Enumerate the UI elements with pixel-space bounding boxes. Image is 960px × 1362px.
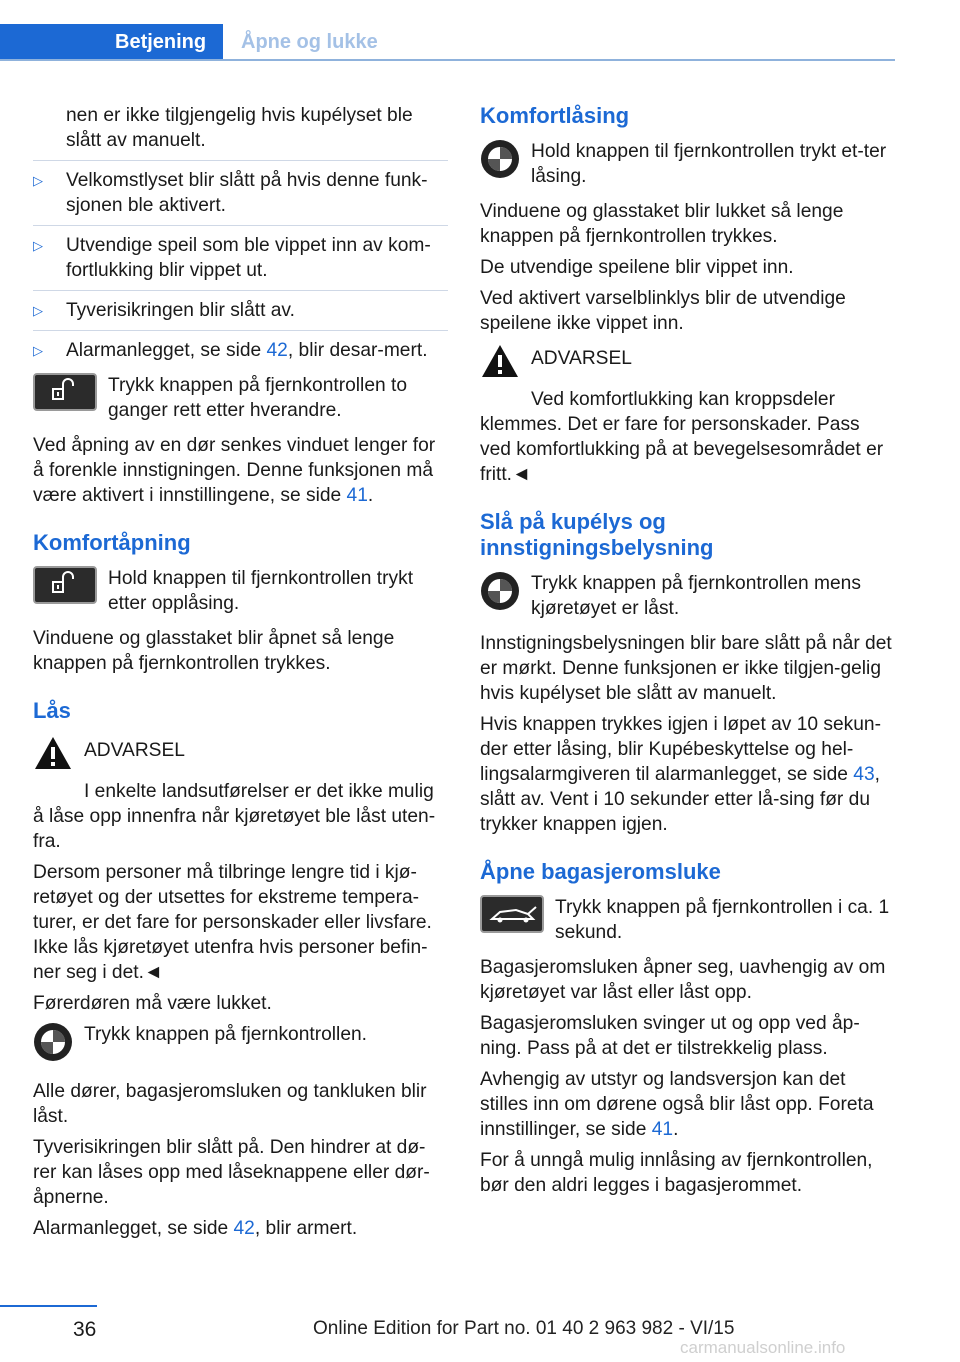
- triangle-bullet-icon: ▷: [33, 343, 43, 358]
- bmw-logo-icon: [480, 571, 520, 618]
- page-number: 36: [73, 1318, 97, 1341]
- unlock-key-icon: [33, 566, 97, 611]
- lock-key-row: Trykk knappen på fjernkontrollen.: [33, 1022, 448, 1069]
- heading-kupelys: Slå på kupélys og innstigningsbelysning: [480, 509, 714, 560]
- door-paragraph: Ved åpning av en dør senkes vinduet lenger for å forenkle innstigningen. Denne funksjonen må være aktivert i innstillingene, se side 41.: [33, 435, 436, 506]
- page-link-42[interactable]: 42: [233, 1218, 255, 1239]
- footer-rule: [0, 1305, 97, 1307]
- left-column: nen er ikke tilgjengelig hvis kupélyset ble slått av manuelt. ▷ Velkomstlyset blir slått på hvis denne funk-sjonen ble aktivert. ▷ Utvendige speil som ble vippet inn av kom-fortlukking blir vippet ut. ▷ Tyverisikringen blir slått av. ▷ Alarmanlegget, se side 42, blir desar-mert. Trykk knappen på fjernkontrollen to ganger rett etter hverandre. Ved åpning av en dør senkes vinduet lenger for å forenkle innstigningen. Denne funksjonen må være aktivert i innstillingene, se side 41. Komfortåpning Hold knappen til fjernkontrollen trykt etter opplåsing. Vinduene og glasstaket blir åpnet så lenge knappen på fjernkontrollen trykkes. Lås ADVARSEL I enkelte landsutførelser er det ikke mulig å låse opp innenfra når kjøretøyet ble låst uten-fra. Dersom personer må tilbringe lengre tid i kjø-retøyet og der utsettes for ekstreme tempera-turer, er det fare for personskader eller livsfare. Ikke lås kjøretøyet utenfra hvis personer befin-ner seg i det.◄ Førerdøren må være lukket. Trykk knappen på fjernkontrollen. Alle dører, bagasjeromsluken og tankluken blir låst. Tyverisikringen blir slått på. Den hindrer at dø-rer kan låses opp med låseknappene eller dør-åpnerne. Alarmanlegget, se side 42, blir armert.: [33, 103, 448, 1247]
- bmw-logo-icon: [33, 1022, 73, 1069]
- page-link-42[interactable]: 42: [266, 340, 288, 361]
- warning-block: ADVARSEL: [480, 342, 895, 387]
- trunk-key-icon: [480, 895, 544, 940]
- warning-icon: [33, 734, 73, 779]
- header-rule: [0, 59, 895, 61]
- intro-text: nen er ikke tilgjengelig hvis kupélyset ble slått av manuelt.: [66, 105, 413, 151]
- list-item: ▷ Alarmanlegget, se side 42, blir desar-mert.: [33, 340, 428, 361]
- section-tab[interactable]: Betjening: [0, 24, 223, 61]
- unlock-key-row: Trykk knappen på fjernkontrollen to ganger rett etter hverandre.: [33, 373, 448, 423]
- edition-text: Online Edition for Part no. 01 40 2 963 982 - VI/15: [313, 1318, 735, 1339]
- lock-hold-row: Hold knappen til fjernkontrollen trykt et-ter låsing.: [480, 139, 895, 189]
- heading-komfortlasing: Komfortlåsing: [480, 103, 630, 128]
- light-key-row: Trykk knappen på fjernkontrollen mens kjøretøyet er låst.: [480, 571, 895, 621]
- list-item: ▷ Velkomstlyset blir slått på hvis denne funk-sjonen ble aktivert.: [33, 170, 428, 216]
- bullet-list: [33, 168, 448, 363]
- subsection-title[interactable]: Åpne og lukke: [241, 31, 378, 53]
- warning-icon: [480, 342, 520, 387]
- page-link-43[interactable]: 43: [853, 764, 875, 785]
- triangle-bullet-icon: ▷: [33, 238, 43, 253]
- unlock-key-icon: [33, 373, 97, 418]
- page-link-41[interactable]: 41: [651, 1119, 674, 1140]
- heading-las: Lås: [33, 698, 71, 723]
- open-key-row: Hold knappen til fjernkontrollen trykt etter opplåsing.: [33, 566, 448, 616]
- list-item: ▷ Utvendige speil som ble vippet inn av kom-fortlukking blir vippet ut.: [33, 235, 431, 281]
- warning-block: ADVARSEL: [33, 734, 448, 779]
- bmw-logo-icon: [480, 139, 520, 186]
- trunk-key-row: Trykk knappen på fjernkontrollen i ca. 1 sekund.: [480, 895, 895, 945]
- page-link-41[interactable]: 41: [346, 485, 368, 506]
- list-item: ▷ Tyverisikringen blir slått av.: [33, 300, 295, 321]
- triangle-bullet-icon: ▷: [33, 303, 43, 318]
- watermark: carmanualsonline.info: [680, 1338, 846, 1357]
- triangle-bullet-icon: ▷: [33, 173, 43, 188]
- heading-bagasje: Åpne bagasjeromsluke: [480, 859, 721, 884]
- right-column: Komfortlåsing Hold knappen til fjernkontrollen trykt et-ter låsing. Vinduene og glasstaket blir lukket så lenge knappen på fjernkontrollen trykkes. De utvendige speilene blir vippet inn. Ved aktivert varselblinklys blir de utvendige speilene ikke vippet inn. ADVARSEL Ved komfortlukking kan kroppsdeler klemmes. Det er fare for personskader. Pass ved komfortlukking på at bevegelsesområdet er fritt.◄ Slå på kupélys og innstigningsbelysning Trykk knappen på fjernkontrollen mens kjøretøyet er låst. Innstigningsbelysningen blir bare slått på når det er mørkt. Denne funksjonen er ikke tilgjen-gelig hvis kupélyset ble slått av manuelt. Hvis knappen trykkes igjen i løpet av 10 sekun-der etter låsing, blir Kupébeskyttelse og hel-lingsalarmgiveren til alarmanlegget, se side 43, slått av. Vent i 10 sekunder etter lå-sing før du trykker knappen igjen. Åpne bagasjeromsluke Trykk knappen på fjernkontrollen i ca. 1 sekund. Bagasjeromsluken åpner seg, uavhengig av om kjøretøyet var låst eller låst opp. Bagasjeromsluken svinger ut og opp ved åp-ning. Pass på at det er tilstrekkelig plass. Avhengig av utstyr og landsversjon kan det stilles inn om dørene også blir låst opp. Foreta innstillinger, se side 41. For å unngå mulig innlåsing av fjernkontrollen, bør den aldri legges i bagasjerommet.: [480, 103, 895, 1204]
- heading-komfortapning: Komfortåpning: [33, 530, 191, 555]
- page-header: [0, 24, 895, 61]
